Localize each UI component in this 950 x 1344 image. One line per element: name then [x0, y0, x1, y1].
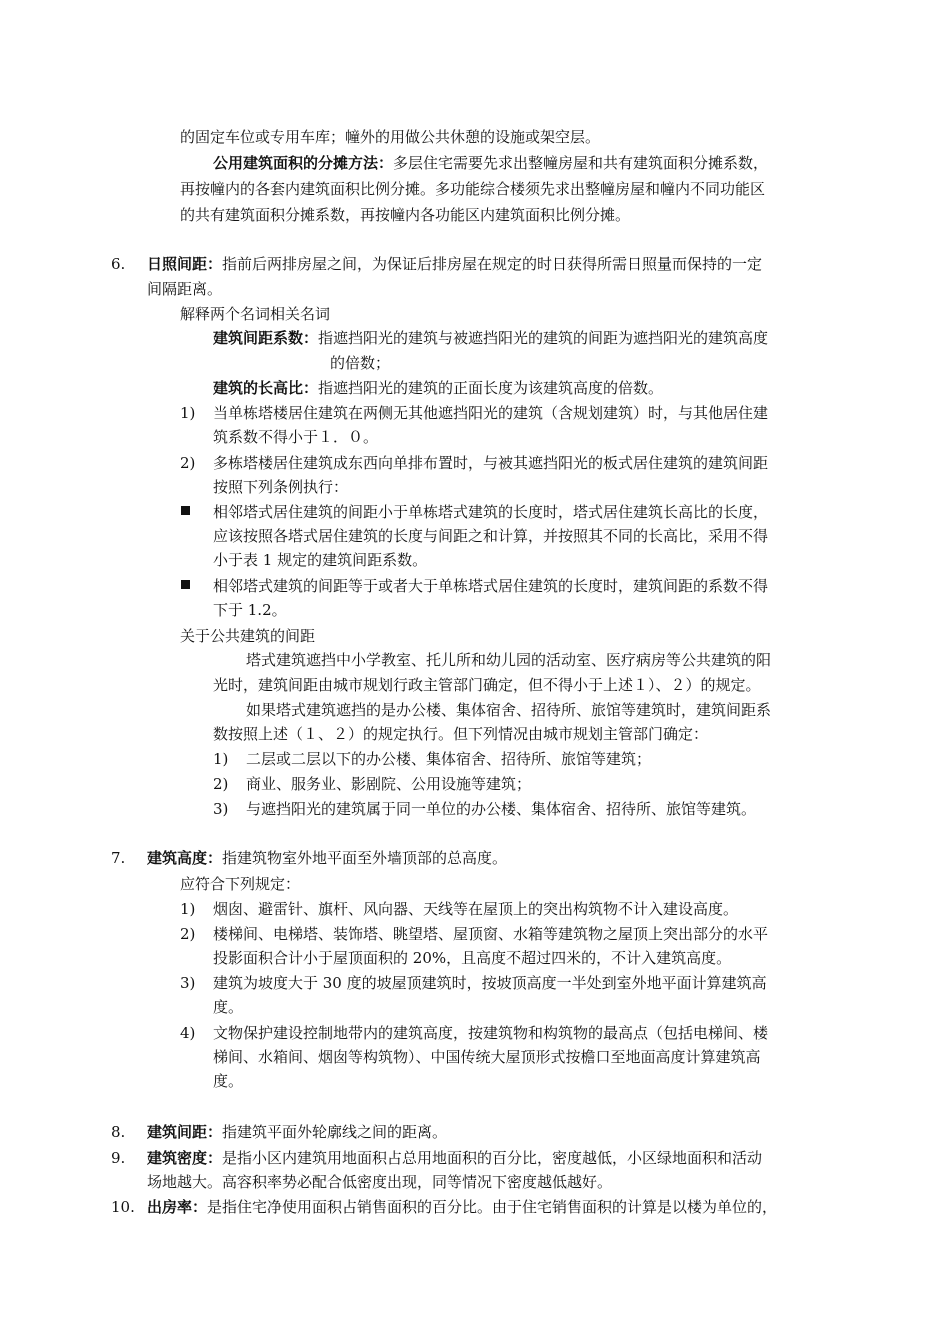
item-number: 6.: [111, 255, 126, 273]
explain-heading: 解释两个名词相关名词: [180, 305, 331, 323]
item9-def-text: 是指小区内建筑用地面积占总用地面积的百分比，密度越低，小区绿地面积和活动: [222, 1149, 763, 1167]
list-number: 2): [213, 775, 229, 793]
coef-term: 建筑间距系数：: [213, 329, 319, 347]
square-bullet-icon: [181, 580, 190, 589]
bullet-line: 相邻塔式建筑的间距等于或者大于单栋塔式居住建筑的长度时，建筑间距的系数不得: [213, 577, 769, 595]
sub-list-item: 二层或二层以下的办公楼、集体宿舍、招待所、旅馆等建筑；: [246, 750, 652, 768]
ratio-text: 指遮挡阳光的建筑的正面长度为该建筑高度的倍数。: [318, 379, 664, 397]
bullet-line: 相邻塔式居住建筑的间距小于单栋塔式建筑的长度时，塔式居住建筑长高比的长度，: [213, 503, 769, 521]
rule-line: 文物保护建设控制地带内的建筑高度，按建筑物和构筑物的最高点（包括电梯间、楼: [213, 1024, 769, 1042]
public-paragraph-line: 光时，建筑间距由城市规划行政主管部门确定，但不得小于上述１）、２）的规定。: [213, 676, 761, 694]
list-number: 3): [180, 974, 196, 992]
square-bullet-icon: [181, 506, 190, 515]
public-paragraph-line: 数按照上述（１、２）的规定执行。但下列情况由城市规划主管部门确定：: [213, 725, 709, 743]
list-number: 1): [180, 900, 196, 918]
rule-line: 梯间、水箱间、烟囱等构筑物）、中国传统大屋顶形式按檐口至地面高度计算建筑高: [213, 1048, 761, 1066]
list-number: 2): [180, 925, 196, 943]
rule-line: 度。: [213, 1072, 244, 1090]
apportion-paragraph-first-line: [213, 151, 768, 175]
list-number: 1): [213, 750, 229, 768]
public-paragraph-line: 塔式建筑遮挡中小学教室、托儿所和幼儿园的活动室、医疗病房等公共建筑的阳: [246, 651, 772, 669]
item7-definition: [147, 846, 507, 870]
intro-line: 的固定车位或专用车库；幢外的用做公共休憩的设施或架空层。: [180, 128, 601, 146]
item10-def-text: 是指住宅净使用面积占销售面积的百分比。由于住宅销售面积的计算是以楼为单位的，: [207, 1198, 778, 1216]
item6-def-line: 间隔距离。: [147, 280, 223, 298]
item9-definition: [147, 1146, 762, 1170]
rule-line: 烟囱、避雷针、旗杆、风向器、天线等在屋顶上的突出构筑物不计入建设高度。: [213, 900, 739, 918]
ratio-definition: [213, 376, 663, 400]
list-number: 2): [180, 454, 196, 472]
sub-list-item: 与遮挡阳光的建筑属于同一单位的办公楼、集体宿舍、招待所、旅馆等建筑。: [246, 800, 757, 818]
coef-text: 指遮挡阳光的建筑与被遮挡阳光的建筑的间距为遮挡阳光的建筑高度: [318, 329, 769, 347]
public-paragraph-line: 如果塔式建筑遮挡的是办公楼、集体宿舍、招待所、旅馆等建筑时，建筑间距系: [246, 701, 772, 719]
apportion-line: 的共有建筑面积分摊系数，再按幢内各功能区内建筑面积比例分摊。: [180, 206, 631, 224]
apportion-term: 公用建筑面积的分摊方法：: [213, 154, 394, 172]
item6-term: 日照间距：: [147, 255, 223, 273]
apportion-line: 再按幢内的各套内建筑面积比例分摊。多功能综合楼须先求出整幢房屋和幢内不同功能区: [180, 180, 766, 198]
list-number: 4): [180, 1024, 196, 1042]
item7-def-text: 指建筑物室外地平面至外墙顶部的总高度。: [222, 849, 508, 867]
item6-definition: [147, 252, 762, 276]
item9-def-line: 场地越大。高容积率势必配合低密度出现，同等情况下密度越低越好。: [147, 1173, 613, 1191]
rule-line: 度。: [213, 998, 244, 1016]
item-number: 7.: [111, 849, 126, 867]
bullet-line: 应该按照各塔式居住建筑的长度与间距之和计算，并按照其不同的长高比，采用不得: [213, 527, 769, 545]
item10-term: 出房率：: [147, 1198, 208, 1216]
ratio-term: 建筑的长高比：: [213, 379, 319, 397]
item6-def-text: 指前后两排房屋之间，为保证后排房屋在规定的时日获得所需日照量而保持的一定: [222, 255, 763, 273]
item8-definition: [147, 1120, 447, 1144]
rule-line: 筑系数不得小于１．０。: [213, 428, 379, 446]
item9-term: 建筑密度：: [147, 1149, 223, 1167]
list-number: 3): [213, 800, 229, 818]
item10-definition: [147, 1195, 777, 1219]
list-number: 1): [180, 404, 196, 422]
coef-line: 的倍数；: [330, 354, 391, 372]
item-number: 9.: [111, 1149, 126, 1167]
item-number: 10.: [111, 1198, 135, 1216]
item8-term: 建筑间距：: [147, 1123, 223, 1141]
item7-lead: 应符合下列规定：: [180, 875, 301, 893]
rule-line: 投影面积合计小于屋顶面积的 20%，且高度不超过四米的，不计入建筑高度。: [213, 949, 732, 967]
item-number: 8.: [111, 1123, 126, 1141]
rule-line: 当单栋塔楼居住建筑在两侧无其他遮挡阳光的建筑（含规划建筑）时，与其他居住建: [213, 404, 769, 422]
bullet-line: 小于表 1 规定的建筑间距系数。: [213, 551, 428, 569]
rule-line: 建筑为坡度大于 30 度的坡屋顶建筑时，按坡顶高度一半处到室外地平面计算建筑高: [213, 974, 767, 992]
rule-line: 按照下列条例执行：: [213, 478, 349, 496]
sub-list-item: 商业、服务业、影剧院、公用设施等建筑；: [246, 775, 532, 793]
item7-term: 建筑高度：: [147, 849, 223, 867]
item8-def-text: 指建筑平面外轮廓线之间的距离。: [222, 1123, 448, 1141]
rule-line: 多栋塔楼居住建筑成东西向单排布置时，与被其遮挡阳光的板式居住建筑的建筑间距: [213, 454, 769, 472]
rule-line: 楼梯间、电梯塔、装饰塔、眺望塔、屋顶窗、水箱等建筑物之屋顶上突出部分的水平: [213, 925, 769, 943]
bullet-line: 下于 1.2。: [213, 601, 287, 619]
apportion-text: 多层住宅需要先求出整幢房屋和共有建筑面积分摊系数，: [393, 154, 769, 172]
coef-definition: [213, 326, 768, 350]
public-heading: 关于公共建筑的间距: [180, 627, 316, 645]
